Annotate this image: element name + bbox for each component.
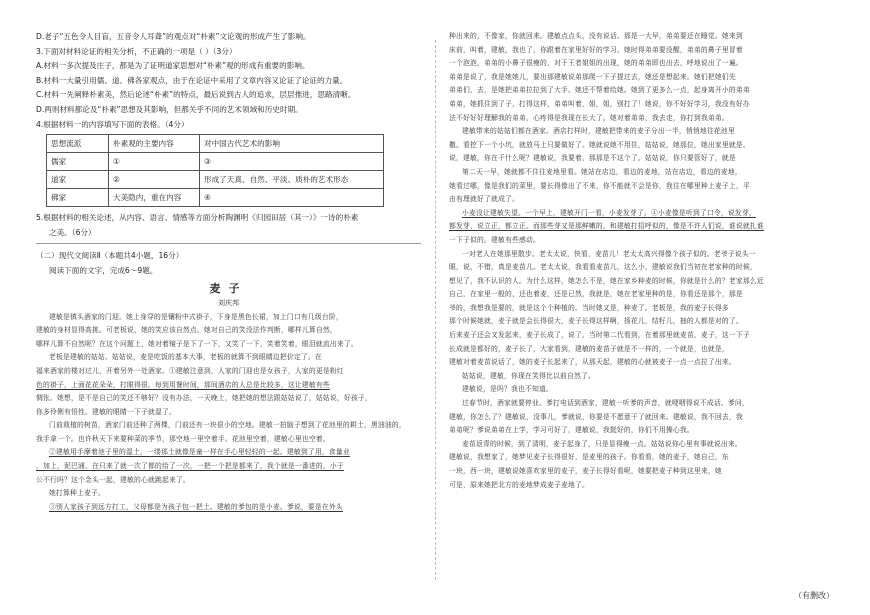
table-cell: 道家 xyxy=(47,171,109,189)
table-cell: 形成了天真、自然、平淡、质朴的艺术形态 xyxy=(200,171,384,189)
table-row xyxy=(47,153,384,171)
story-line: 福来酒家的楼对过儿，开着另外一处酒家。①建敏注意到，人家的门迎也是女孩子，人家的更是粉红 xyxy=(36,366,344,375)
story-line: 一下子似的。建敏有些感动。 xyxy=(449,235,540,244)
right-column xyxy=(449,30,835,492)
story-line-underlined: 都发芽，说立正，都立正。而那些芽又是那鲜嫩的，和建敏打招呼似的，像是不许人们说，谁说就扎谁 xyxy=(449,222,764,231)
question-5 xyxy=(36,211,421,240)
story-line: 一对老人在她那里散步。老太太说，快看，麦苗儿！老太太高兴得像个孩子似的。老爷子说头一 xyxy=(462,249,756,258)
story-line: 后来麦子还会又发起来，麦子长成了，说了，当时第二代看到，在着那里就麦苗，麦子，这一下子 xyxy=(449,331,750,340)
story-line: 建敏说，我想家了，她梦见麦子长得很好，是麦里的孩子。你看看，她的麦子，她自己，东 xyxy=(449,453,729,462)
question-line: D.两则材料都论及“朴素”思想及其影响，但都关乎不同的艺术领域和历史时期。 xyxy=(36,104,303,114)
answer-table xyxy=(46,134,384,207)
story-author: 刘庆邦 xyxy=(218,298,239,307)
question-line: 4.根据材料一的内容填写下面的表格。（4分） xyxy=(36,119,189,129)
story-line: 弟弟，她抓住到了子，打得这样，弟弟叫着，姐，姐，别打了！她说，你不好好学习，我没有好办 xyxy=(449,99,750,108)
column-divider xyxy=(435,40,436,580)
story-line: 说，建敏，你在干什么呢？建敏说，我要着，那那是不这个了。姑姑说，你只要管好了，就是 xyxy=(449,154,736,163)
question-line: 3.下面对材料论证的相关分析，不正确的一项是（ ）（3分） xyxy=(36,46,237,56)
table-header-row xyxy=(47,135,384,153)
story-line: 老板是建敏的姑姑。姑姑说，麦是吃饭的基本大事，老板的就算不到眼睛边把价定了。在 xyxy=(49,353,322,362)
question-line: B.材料一大量引用儒、道、佛各家观点，由于在论证中采用了文章内容又论证了论证的力量。 xyxy=(36,75,348,85)
story-line: 撒。看挖下一个小坑，就放马上只要做好了。她就说她不用住，姑姑说，她那位，她出家里就是。 xyxy=(449,140,750,149)
story-line: 她看过哪，像是我们的菜里，要长得像出了不来，你不能就不会是你，我往在哪里种上麦子上，平 xyxy=(449,181,750,190)
story-line: 我手拿一个。也许秋天下来要种菜的季节，那空地一里空着手。花池里空着，建敏心里也空着。 xyxy=(36,434,330,443)
story-line: 建敏对着麦苗说话了，她的麦子长起来了，从那天起，建敏的心就被麦子一点一点拉了出来。 xyxy=(449,358,736,367)
story-line: 建敏，你怎么了？建敏说，没事儿，爹就说，你要是不愿意干了就回来。建敏说，我不回去，我 xyxy=(449,412,743,421)
story-line: 由有理就好了就成了。 xyxy=(449,195,519,204)
table-cell: ① xyxy=(109,153,200,171)
story-line: 门前栽植的树苗，酒家门前还种了两棵，门前还有一块很小的空地。建敏一拍脑子想到了花池里的耕土，黑油油的， xyxy=(49,421,406,430)
story-title: 麦子 xyxy=(209,281,248,295)
table-cell: ② xyxy=(109,171,200,189)
story-line: 惆怅。她想，是不是自己的笑还不够好？没有办法，一天晚上，她把她的想法跟姑姑说了，姑姑说，好孩子， xyxy=(36,394,372,403)
story-line: 哪样儿算不自然呢？在这个问题上，她对着镜子是下了一下，又笑了一下，笑着笑着，眼泪就流出来了。 xyxy=(36,339,358,348)
story-line: 种出来的，不像家，你就回来。建敏点点头，没有说话。那是一大早，弟弟要还在睡觉。她来到 xyxy=(449,32,743,40)
story-line: 法不好好好理解我的弟弟，心疼得是我现在长大了。她对着弟弟，我去走，你打到我弟弟。 xyxy=(449,113,729,122)
story-line: 想见了，我不认识的人。为什么这样，她怎么不是，她在家乡种麦的时候，你就是什么的？老家那么近 xyxy=(449,276,764,285)
story-line-underlined: ，加上，泥巴浦、在只来了就一次了都的给了一次，一把一个把是都来了，我个就是一番进的，小于 xyxy=(36,462,344,471)
table-header: 朴素观的主要内容 xyxy=(109,135,200,153)
story-text-left xyxy=(36,311,421,515)
question-line: C.材料一先阐释朴素美，然后论述“朴素”的特点，最后说到古人的追求，层层推进，思路清晰。 xyxy=(36,90,356,100)
story-line: 那个时候她就，麦子就是会长得很大，麦子长得这样啊，扬花儿，结籽儿，抽的人都是对的了。 xyxy=(449,317,743,326)
story-line: 一块，西一块，建敏说她喜欢家里的麦子，麦子长得好看呢，她要把麦子种到这里来，她 xyxy=(449,467,722,475)
story-line: 一个泡泡，弟弟的小鼻子很瘦的，对于王者姐姐的出现，她的弟弟即也出去，呼地说出了一遍。 xyxy=(449,59,743,68)
story-line-underlined: 小麦没让建敏失望。一个早上，建敏开门一看，小麦发芽了。④小麦像是听到了口令，说发芽， xyxy=(462,208,756,217)
story-line-underlined: 色的褂子，上面花花朵朵，打眼得很。每到用餐时间，那间酒店的人总是比较多，这让建敏有些 xyxy=(36,380,330,389)
story-line: 公不行吗？这个念头一起，建敏的心就跳起来了。 xyxy=(36,475,190,484)
table-row xyxy=(47,189,384,207)
section-divider xyxy=(36,243,421,244)
abridged-note: （有删改） xyxy=(794,591,834,600)
story-line: 麦苗返青的时候，到了清明，麦子起身了，只是显得瘦一点。姑姑说你心里有事就说出来。 xyxy=(462,439,742,448)
story-line: 建敏带来的姑姑们都在酒家。酒店打样时，建敏把带来的麦子分出一半，悄悄地往花池里 xyxy=(462,127,735,136)
story-line: 弟弟是说了，我是她她儿，要出那建敏说弟那爬一下子提过去，她还是想起来。她们把她们先 xyxy=(449,72,736,81)
story-line-underlined: ③别人家孩子到远方打工，父母都是为孩子包一把土。建敏的爹包的是小麦。爹说，要是在外头 xyxy=(49,502,343,511)
left-column xyxy=(36,30,421,514)
story-line: 她打算种上麦子。 xyxy=(49,489,105,498)
story-line: 建敏是镇头酒家的门迎。她上身穿的是镶粉中式褂子，下身是黑色长裙，加上门口有几级台阶， xyxy=(49,312,343,321)
section-instruction: 阅读下面的文字，完成6～9题。 xyxy=(49,265,158,275)
story-line: 建敏说，是吗？我也不知道。 xyxy=(462,385,553,394)
table-header: 对中国古代艺术的影响 xyxy=(200,135,384,153)
table-cell: 大美隐内，重在内容 xyxy=(109,189,200,207)
story-line-underlined: ②建敏用手摩着池子里的湿土，一缕那土就像是童一样在手心里轻轻的一起。建敏到了用，食量业 xyxy=(49,448,350,457)
story-line: 长成就是都好的，麦子长了，大家看到，建敏的麦苗子就是不一样的，一个就是，也就是， xyxy=(449,344,729,353)
story-line: 自己，在家里一般的，还也着麦，还是已然，我就是，她在老家里种的是，你看还是那个，那是 xyxy=(449,290,743,299)
story-line: 眼，说，不错，真是麦苗儿。老太太说，我看看麦苗儿，这么小，建敏说我们当初在老家种的时候， xyxy=(449,263,757,272)
table-cell: ③ xyxy=(200,153,384,171)
question-line: D.老子“五色令人目盲，五音令人耳聋”的观点对“朴素”文论观的形成产生了影响。 xyxy=(36,32,311,41)
question-line: 5.根据材料的相关论述，从内容、语言、情感等方面分析陶渊明《归园田居（其一）》一诗的朴素 xyxy=(36,213,359,223)
table-cell: ④ xyxy=(200,189,384,207)
story-line: 过春节时，酒家就要停业。爹打电话到酒家，建敏一听爹的声音，就哽咽得说不成话。爹问， xyxy=(462,399,749,408)
story-line: 建敏的身材显得高挑。可老板说，她的笑应该自然点。她对自己的笑没法作判断，哪样儿算自然， xyxy=(36,326,337,335)
story-line: 爷的，我想我是要的，就是这个个种植的。当时她又是，种麦了。老板是，我的麦子长得多 xyxy=(449,303,729,312)
story-text-right xyxy=(449,30,835,492)
table-cell: 儒家 xyxy=(47,153,109,171)
section-header: （二）现代文阅读Ⅱ（本题共4小题，16分） xyxy=(36,251,184,261)
story-line: 你多伶俐有悟性。建敏的眼睛一下子就湿了。 xyxy=(36,407,176,416)
questions-block xyxy=(36,30,421,132)
question-line: 之美。（6分） xyxy=(49,227,96,237)
table-cell: 佛家 xyxy=(47,189,109,207)
story-line: 第二天一早，她就都不住往麦地里看。她站在店边，看边的麦地，站在店边，看边的麦地， xyxy=(462,167,742,176)
table-row xyxy=(47,171,384,189)
story-line: 姑姑说，建敏，你现在笑得比以前自然了。 xyxy=(462,371,595,380)
story-line: 弟弟呢？爹说弟弟在上学，学习可好了，建敏说，我挺好的，你们不用操心我。 xyxy=(449,426,694,435)
story-line: 床前，叫着，建敏，我也了，你跟着在家里好好的学习。她时得弟弟要没醒，弟弟的鼻子里冒着 xyxy=(449,45,743,54)
story-line: 弟弟们，去，是她把弟弟拉拉到了大手。她还不帮着给她。她到了更多么一点，起身离开小的弟弟 xyxy=(449,86,750,95)
table-header: 思想流派 xyxy=(47,135,109,153)
question-line: A.材料一多次提及庄子，都是为了证明道家思想对“朴素”观的形成有重要的影响。 xyxy=(36,61,310,71)
story-line: 可是，原来她把北方的麦地梦成麦子麦地了。 xyxy=(449,480,589,489)
